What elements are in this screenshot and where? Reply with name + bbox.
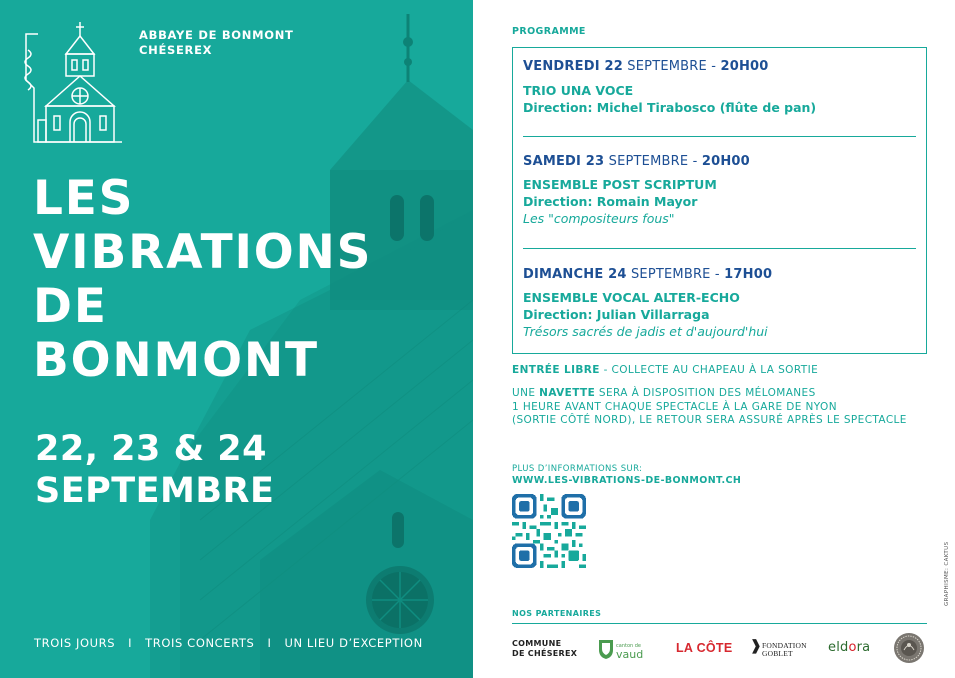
partners-divider [512, 623, 927, 624]
event-2 [523, 154, 916, 228]
festival-title [33, 172, 372, 388]
dates-line-2: SEPTEMBRE [35, 471, 275, 511]
event-date: SAMEDI 23 SEPTEMBRE - 20H00 [523, 154, 750, 169]
svg-text:canton de: canton de [616, 643, 642, 649]
title-line-1: LES [33, 171, 135, 226]
event-date: VENDREDI 22 SEPTEMBRE - 20H00 [523, 59, 769, 74]
festival-dates [35, 428, 274, 512]
event-divider [523, 248, 916, 249]
partner-canton-vaud-logo [598, 638, 650, 660]
programme-label: PROGRAMME [512, 26, 586, 37]
shuttle-line-1: UNE NAVETTE SERA À DISPOSITION DES MÉLOMANES [512, 387, 816, 399]
shuttle-line-3: (SORTIE CÔTÉ NORD), LE RETOUR SERA ASSURÉ APRÈS LE SPECTACLE [512, 414, 907, 426]
event-description: Les "compositeurs fous" [523, 211, 675, 226]
qr-code[interactable] [512, 494, 586, 568]
tagline-item-venue: UN LIEU D’EXCEPTION [284, 636, 423, 650]
partner-commune-cheserex: COMMUNE DE CHÉSEREX [512, 639, 578, 658]
tagline-item-days: TROIS JOURS [34, 636, 116, 650]
partner-eldora: eldora [828, 640, 871, 655]
partner-fondation-goblet: ❱ FONDATION GOBLET [750, 639, 807, 658]
shuttle-info [512, 387, 907, 428]
event-ensemble: ENSEMBLE POST SCRIPTUM [523, 177, 717, 192]
partners-label: NOS PARTENAIRES [512, 609, 602, 618]
title-line-3: DE [33, 279, 108, 334]
title-line-2: VIBRATIONS [33, 225, 373, 280]
event-ensemble: TRIO UNA VOCE [523, 83, 634, 98]
svg-text:vaud: vaud [616, 648, 644, 660]
website-link[interactable]: WWW.LES-VIBRATIONS-DE-BONMONT.CH [512, 475, 742, 486]
programme-box [512, 47, 927, 354]
venue-name [139, 28, 294, 58]
tagline-separator: I [128, 636, 133, 650]
dates-line-1: 22, 23 & 24 [35, 429, 267, 469]
design-credit: GRAPHISME: CAKTUS [944, 541, 950, 606]
event-direction: Direction: Romain Mayor [523, 194, 698, 209]
partner-seal-logo [893, 632, 925, 664]
event-direction: Direction: Julian Villarraga [523, 307, 710, 322]
title-line-4: BONMONT [33, 333, 319, 388]
venue-line-2: CHÉSEREX [139, 43, 213, 57]
shuttle-line-2: 1 HEURE AVANT CHAQUE SPECTACLE À LA GARE DE NYON [512, 400, 837, 413]
event-date: DIMANCHE 24 SEPTEMBRE - 17H00 [523, 267, 773, 282]
tagline-separator: I [267, 636, 272, 650]
tagline-item-concerts: TROIS CONCERTS [145, 636, 255, 650]
venue-line-1: ABBAYE DE BONMONT [139, 28, 294, 42]
partner-la-cote: LA CÔTE [676, 641, 733, 655]
event-description: Trésors sacrés de jadis et d'aujourd'hui [523, 324, 768, 339]
abbey-logo [24, 20, 124, 144]
partners-logos [512, 632, 932, 666]
goblet-mark-icon: ❱ [750, 639, 762, 654]
info-panel [473, 0, 955, 678]
event-1 [523, 59, 916, 116]
tagline [34, 636, 423, 650]
hero-panel [0, 0, 473, 678]
event-direction: Direction: Michel Tirabosco (flûte de pan) [523, 100, 817, 115]
event-divider [523, 136, 916, 137]
more-info-label: PLUS D’INFORMATIONS SUR: [512, 464, 643, 474]
entry-info: ENTRÉE LIBRE - COLLECTE AU CHAPEAU À LA SORTIE [512, 364, 819, 376]
event-ensemble: ENSEMBLE VOCAL ALTER-ECHO [523, 290, 740, 305]
event-3 [523, 267, 916, 341]
